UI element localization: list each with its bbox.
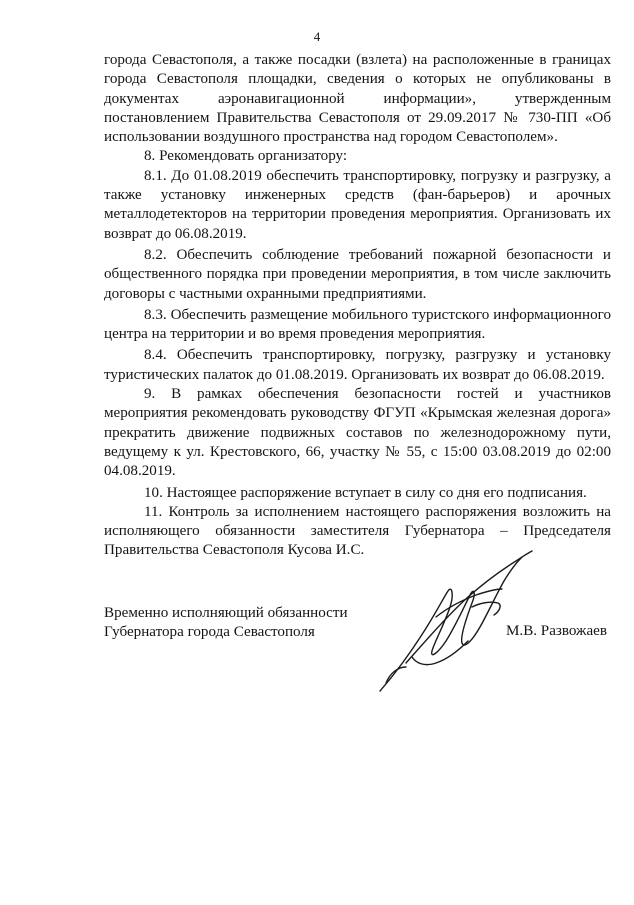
paragraph-continuation: города Севастополя, а также посадки (взлета) на расположенные в границах города Севастополя площадки, сведения о которых не опубликованы в документах аэронавигационной информации», утвержденным постановлением Правительства Севастополя от 29.09.2017 № 730-ПП «Об использовании воздушного пространства над городом Севастополем». xyxy=(104,52,611,146)
paragraph-8-3: 8.3. Обеспечить размещение мобильного туристского информационного центра на территории и во время проведения мероприятия. xyxy=(104,306,611,343)
paragraph-8-1: 8.1. До 01.08.2019 обеспечить транспортировку, погрузку и разгрузку, а также установку инженерных средств (фан-барьеров) и арочных металлодетекторов на территории проведения мероприятия. Организовать их возврат до 06.08.2019. xyxy=(104,167,611,242)
paragraph-8-2: 8.2. Обеспечить соблюдение требований пожарной безопасности и общественного порядка при проведении мероприятия, в том числе заключить договоры с частными охранными предприятиями. xyxy=(104,246,611,302)
paragraph-8-4: 8.4. Обеспечить транспортировку, погрузку, разгрузку и установку туристических палаток до 01.08.2019. Организовать их возврат до 06.08.2019. xyxy=(104,347,611,383)
paragraph-11: 11. Контроль за исполнением настоящего распоряжения возложить на исполняющего обязанности заместителя Губернатора – Председателя Правительства Севастополя Кусова И.С. xyxy=(104,503,611,559)
signatory-position xyxy=(104,604,348,643)
paragraph-9: 9. В рамках обеспечения безопасности гостей и участников мероприятия рекомендовать руководству ФГУП «Крымская железная дорога» прекратить движение подвижных составов по железнодорожному пути, ведущему к ул. Крестовского, 66, участку № 55, с 15:00 03.08.2019 до 02:00 04.08.2019. xyxy=(104,386,611,480)
document-body xyxy=(104,51,611,561)
page-number: 4 xyxy=(313,29,321,44)
signatory-position-line-2: Губернатора города Севастополя xyxy=(104,624,315,641)
signatory-position-line-1: Временно исполняющий обязанности xyxy=(104,605,348,621)
paragraph-8: 8. Рекомендовать организатору: xyxy=(144,148,348,165)
paragraph-10: 10. Настоящее распоряжение вступает в силу со дня его подписания. xyxy=(144,484,587,501)
signatory-name: М.В. Развожаев xyxy=(506,623,608,639)
handwritten-signature xyxy=(376,545,536,695)
